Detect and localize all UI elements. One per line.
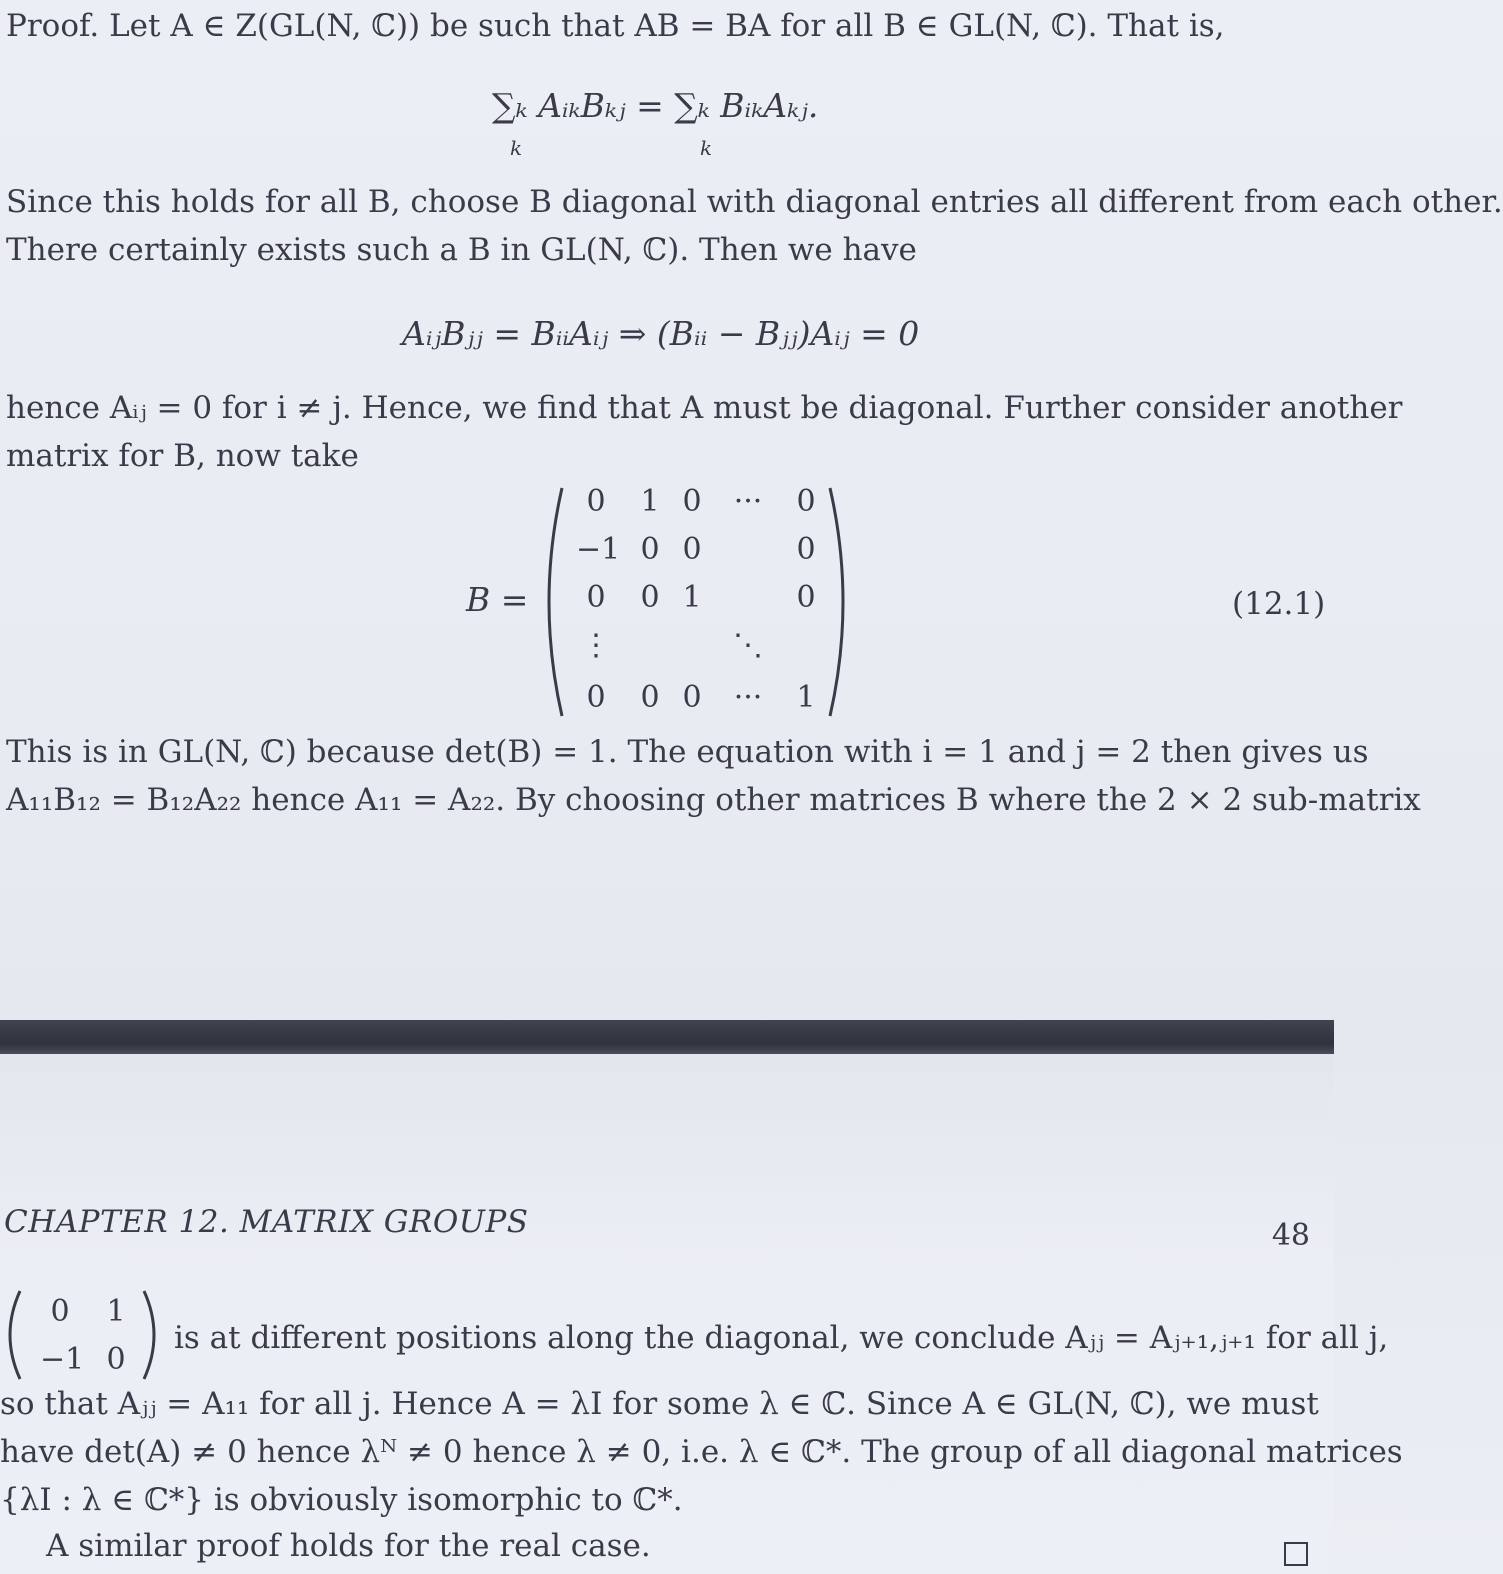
page-separator	[0, 1020, 1334, 1054]
matrix-b-cell: 0	[796, 484, 816, 519]
sum-index-k-right: k	[700, 136, 713, 160]
small-matrix-cell: −1	[40, 1342, 85, 1377]
matrix-b-cell: ···	[733, 484, 763, 519]
conclusion-line-1: is at different positions along the diagonal, we conclude Aⱼⱼ = Aⱼ₊₁,ⱼ₊₁ for all j,	[174, 1320, 1389, 1356]
conclusion-line-3: have det(A) ≠ 0 hence λᴺ ≠ 0 hence λ ≠ 0, i.e. λ ∈ ℂ*. The group of all diagonal matrices	[0, 1434, 1403, 1470]
matrix-lhs: B =	[466, 580, 529, 619]
conclusion-line-2: so that Aⱼⱼ = A₁₁ for all j. Hence A = λI for some λ ∈ ℂ. Since A ∈ GL(N, ℂ), we must	[0, 1386, 1319, 1422]
conclusion-line-4: {λI : λ ∈ ℂ*} is obviously isomorphic to ℂ*.	[0, 1482, 683, 1518]
matrix-b-cell: 1	[682, 580, 702, 615]
proof-line-7: A₁₁B₁₂ = B₁₂A₂₂ hence A₁₁ = A₂₂. By choosing other matrices B where the 2 × 2 sub-matrix	[6, 782, 1421, 818]
small-matrix-cell: 1	[106, 1294, 126, 1329]
matrix-b-cell: 0	[682, 680, 702, 715]
proof-line-3: There certainly exists such a B in GL(N, ℂ). Then we have	[6, 232, 917, 268]
matrix-b-cell: 0	[682, 532, 702, 567]
equation-number: (12.1)	[1232, 586, 1326, 622]
chapter-header: CHAPTER 12. MATRIX GROUPS	[4, 1204, 529, 1240]
conclusion-line-5: A similar proof holds for the real case.	[46, 1528, 651, 1564]
small-matrix-cell: 0	[50, 1294, 70, 1329]
proof-line-5: matrix for B, now take	[6, 438, 359, 474]
matrix-b-cell: 0	[796, 532, 816, 567]
page-number: 48	[1271, 1218, 1310, 1253]
sum-index-k-left: k	[510, 136, 523, 160]
matrix-b-cell: 0	[586, 580, 606, 615]
matrix-b-cell: 0	[640, 532, 660, 567]
matrix-b-cell: 1	[796, 680, 816, 715]
matrix-b-cell: ⋱	[733, 628, 763, 663]
matrix-b-cell: ···	[733, 680, 763, 715]
matrix-b-cell: 1	[640, 484, 660, 519]
matrix-b-cell: 0	[586, 680, 606, 715]
small-matrix-brackets	[4, 1288, 164, 1382]
matrix-b-cell: 0	[796, 580, 816, 615]
proof-line-6: This is in GL(N, ℂ) because det(B) = 1. The equation with i = 1 and j = 2 then gives us	[6, 734, 1369, 770]
qed-square-icon	[1284, 1542, 1308, 1566]
diagonal-equation: AᵢⱼBⱼⱼ = BᵢᵢAᵢⱼ ⇒ (Bᵢᵢ − Bⱼⱼ)Aᵢⱼ = 0	[402, 314, 920, 353]
matrix-b-cell: −1	[576, 532, 621, 567]
matrix-b-cell: ⋮	[581, 628, 611, 663]
matrix-b-cell: 0	[640, 580, 660, 615]
sum-equation: ∑ₖ AᵢₖBₖⱼ = ∑ₖ BᵢₖAₖⱼ.	[492, 86, 819, 125]
proof-line-2: Since this holds for all B, choose B diagonal with diagonal entries all different from each other.	[6, 184, 1503, 220]
matrix-b-cell: 0	[640, 680, 660, 715]
matrix-b-cell: 0	[586, 484, 606, 519]
proof-line-4: hence Aᵢⱼ = 0 for i ≠ j. Hence, we find that A must be diagonal. Further consider another	[6, 390, 1403, 426]
matrix-b-cell: 0	[682, 484, 702, 519]
proof-line-1: Proof. Let A ∈ Z(GL(N, ℂ)) be such that AB = BA for all B ∈ GL(N, ℂ). That is,	[6, 8, 1225, 44]
small-matrix-cell: 0	[106, 1342, 126, 1377]
